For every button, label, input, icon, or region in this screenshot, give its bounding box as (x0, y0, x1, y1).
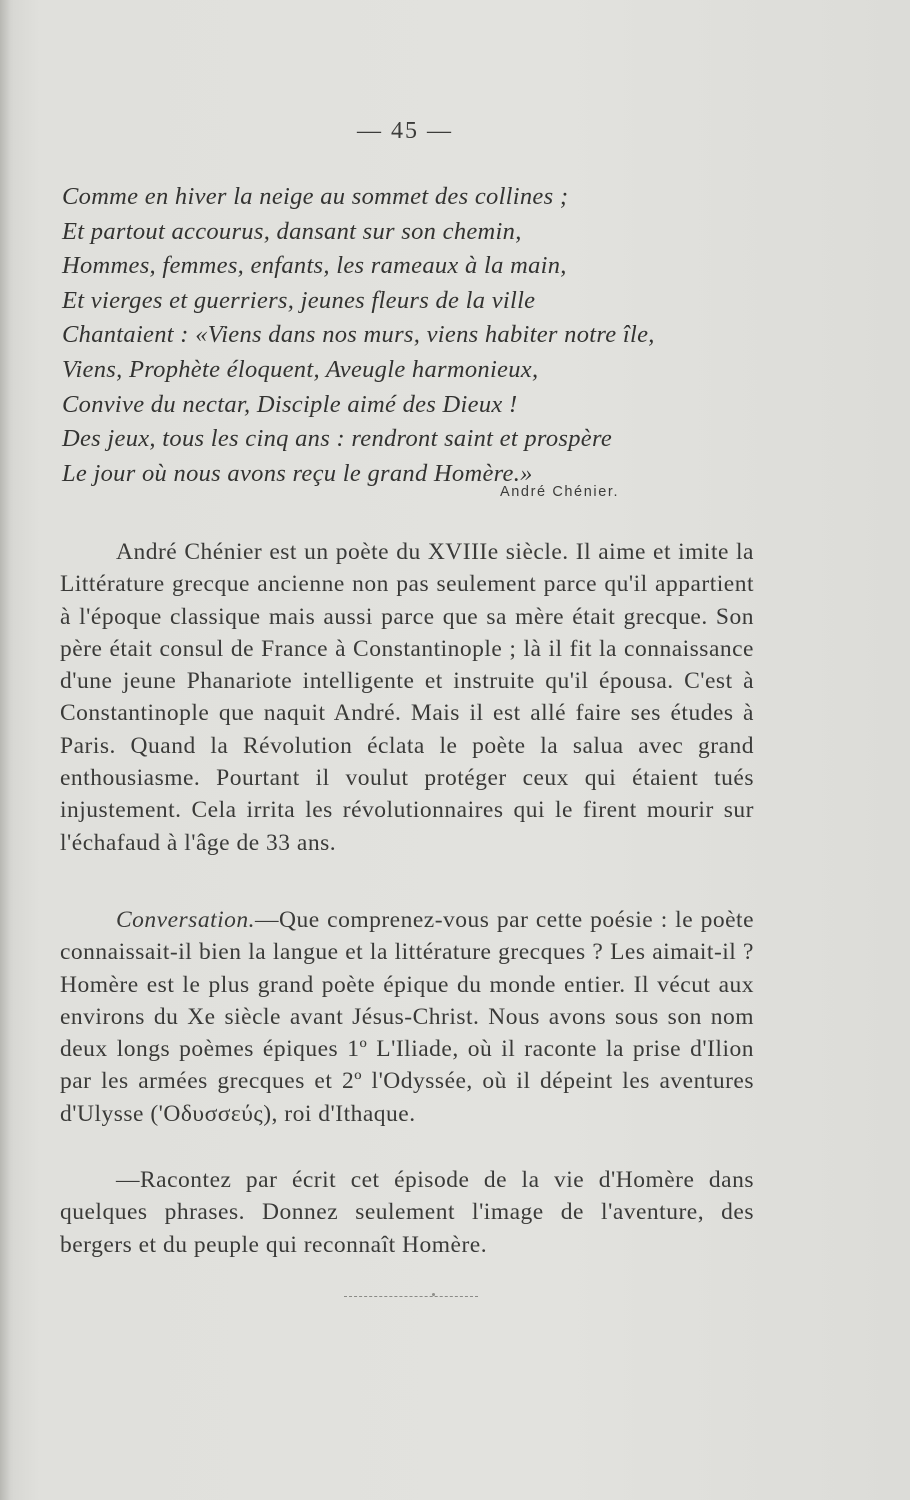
conversation-text: —Que comprenez-vous par cette poésie : le poète connaissait-il bien la langue et la littérature grecques ? Les aimait-il ? Homère est le plus grand poète épique du monde entier. Il vécut aux environs du Xe siècle avant Jésus-Christ. Nous avons sous son nom deux longs poèmes épiques 1º L'Iliade, où il raconte la prise d'Ilion par les armées grecques et 2º l'Odyssée, où il dépeint les aventures d'Ulysse ('Οδυσσεύς), roi d'Ithaque. (60, 907, 754, 1127)
poem-line: Et partout accourus, dansant sur son chemin, (62, 217, 522, 245)
poem-line: Le jour où nous avons reçu le grand Homère.» (62, 459, 533, 487)
page-number: — 45 — (357, 118, 453, 144)
poem-line: Comme en hiver la neige au sommet des collines ; (62, 183, 569, 210)
poem-line: Et vierges et guerriers, jeunes fleurs de la ville (62, 286, 536, 314)
poem-line: Viens, Prophète éloquent, Aveugle harmonieux, (62, 355, 539, 383)
exercise-paragraph: —Racontez par écrit cet épisode de la vie d'Homère dans quelques phrases. Donnez seulement l'image de l'aventure, des bergers et du peuple qui reconnaît Homère. (60, 1167, 754, 1258)
end-divider (344, 1296, 478, 1297)
poem-line: Des jeux, tous les cinq ans : rendront saint et prospère (62, 425, 613, 453)
page-binding-edge (0, 0, 10, 1500)
biography-paragraph: André Chénier est un poète du XVIIIe siècle. Il aime et imite la Littérature grecque ancienne non pas seulement parce qu'il appartient à l'époque classique mais aussi parce que sa mère était grecque. Son père était consul de France à Constantinople ; là il fit la connaissance d'une jeune Phanariote intelligente et instruite qu'il épousa. C'est à Constantinople que naquit André. Mais il est allé faire ses études à Paris. Quand la Révolution éclata le poète la salua avec grand enthousiasme. Pourtant il voulut protéger ceux qui étaient tués injustement. Cela irrita les révolutionnaires qui le firent mourir sur l'échafaud à l'âge de 33 ans. (60, 539, 754, 856)
poem-line: Hommes, femmes, enfants, les rameaux à la main, (62, 252, 567, 280)
poem-line: Chantaient : «Viens dans nos murs, viens habiter notre île, (62, 321, 655, 349)
poem-attribution: André Chénier. (500, 484, 620, 500)
print-speck (432, 1293, 435, 1296)
conversation-label: Conversation. (116, 907, 256, 933)
poem-excerpt (62, 180, 782, 491)
conversation-paragraph (60, 904, 754, 1130)
poem-line: Convive du nectar, Disciple aimé des Dieux ! (62, 390, 518, 418)
